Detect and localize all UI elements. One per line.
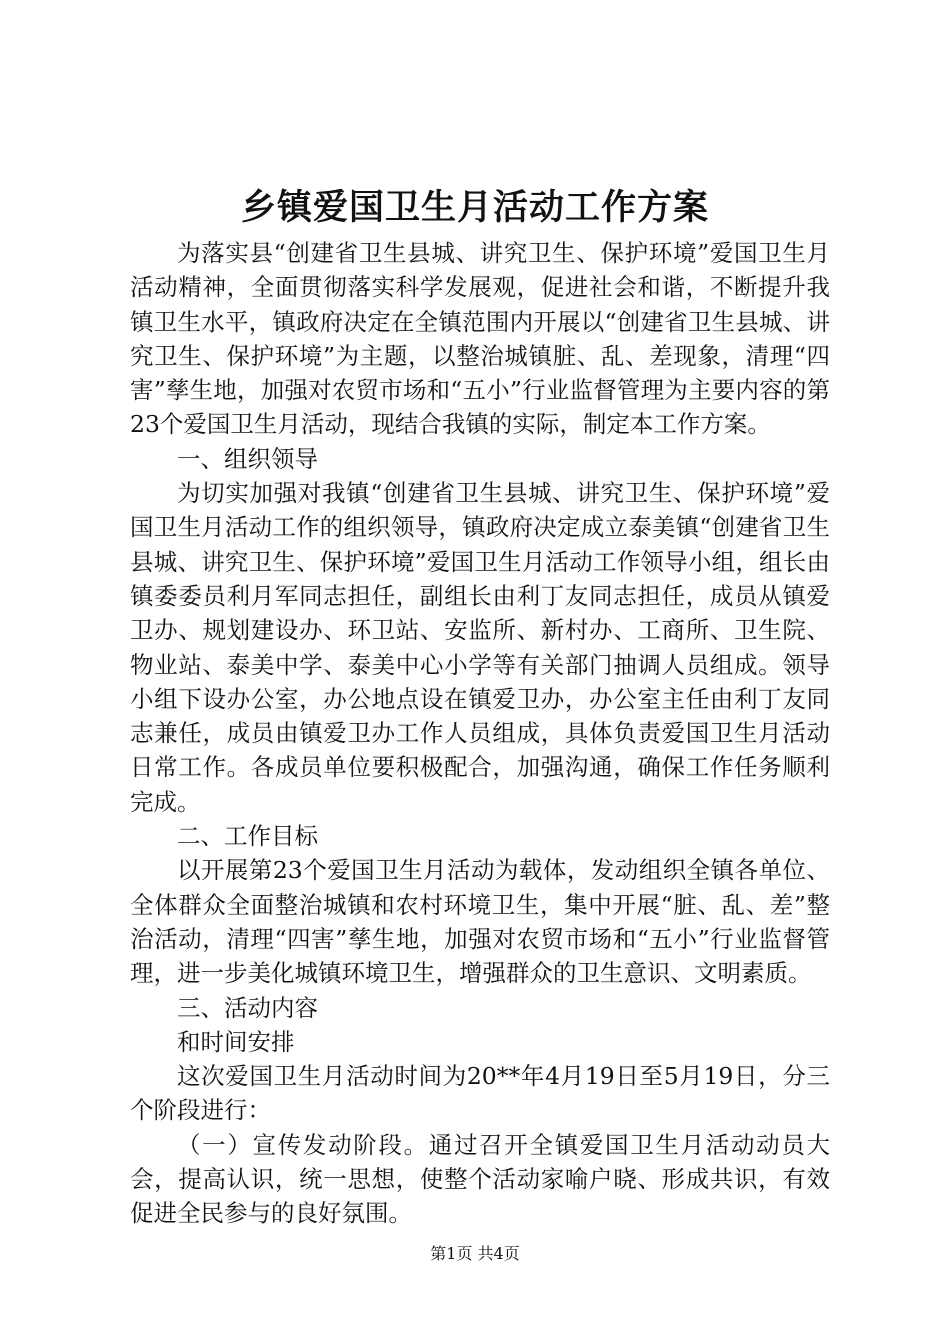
paragraph-schedule: 这次爱国卫生月活动时间为20**年4月19日至5月19日，分三个阶段进行： bbox=[130, 1062, 830, 1125]
paragraph-goals: 以开展第23个爱国卫生月活动为载体，发动组织全镇各单位、全体群众全面整治城镇和农村环境卫生，集中开展“脏、乱、差”整治活动，清理“四害”孳生地，加强对农贸市场和“五小”行业监督管理，进一步美化城镇环境卫生，增强群众的卫生意识、文明素质。 bbox=[130, 856, 830, 988]
paragraph-organization: 为切实加强对我镇“创建省卫生县城、讲究卫生、保护环境”爱国卫生月活动工作的组织领导，镇政府决定成立泰美镇“创建省卫生县城、讲究卫生、保护环境”爱国卫生月活动工作领导小组，组长由镇委委员利月军同志担任，副组长由利丁友同志担任，成员从镇爱卫办、规划建设办、环卫站、安监所、新村办、工商所、卫生院、物业站、泰美中学、泰美中心小学等有关部门抽调人员组成。领导小组下设办公室，办公地点设在镇爱卫办，办公室主任由利丁友同志兼任，成员由镇爱卫办工作人员组成，具体负责爱国卫生月活动日常工作。各成员单位要积极配合，加强沟通，确保工作任务顺利完成。 bbox=[130, 479, 830, 816]
paragraph-intro: 为落实县“创建省卫生县城、讲究卫生、保护环境”爱国卫生月活动精神，全面贯彻落实科学发展观，促进社会和谐，不断提升我镇卫生水平，镇政府决定在全镇范围内开展以“创建省卫生县城、讲究卫生、保护环境”为主题，以整治城镇脏、乱、差现象，清理“四害”孳生地，加强对农贸市场和“五小”行业监督管理为主要内容的第23个爱国卫生月活动，现结合我镇的实际，制定本工作方案。 bbox=[130, 239, 830, 439]
heading-schedule: 和时间安排 bbox=[177, 1027, 295, 1056]
heading-activities: 三、活动内容 bbox=[177, 993, 318, 1022]
heading-organization: 一、组织领导 bbox=[177, 444, 318, 473]
page-number-footer: 第1页 共4页 bbox=[430, 1244, 520, 1263]
document-title: 乡镇爱国卫生月活动工作方案 bbox=[240, 187, 709, 228]
paragraph-phase-one: （一）宣传发动阶段。通过召开全镇爱国卫生月活动动员大会，提高认识，统一思想，使整个活动家喻户晓、形成共识，有效促进全民参与的良好氛围。 bbox=[130, 1130, 830, 1228]
heading-goals: 二、工作目标 bbox=[177, 822, 318, 851]
document-body bbox=[130, 236, 830, 1231]
